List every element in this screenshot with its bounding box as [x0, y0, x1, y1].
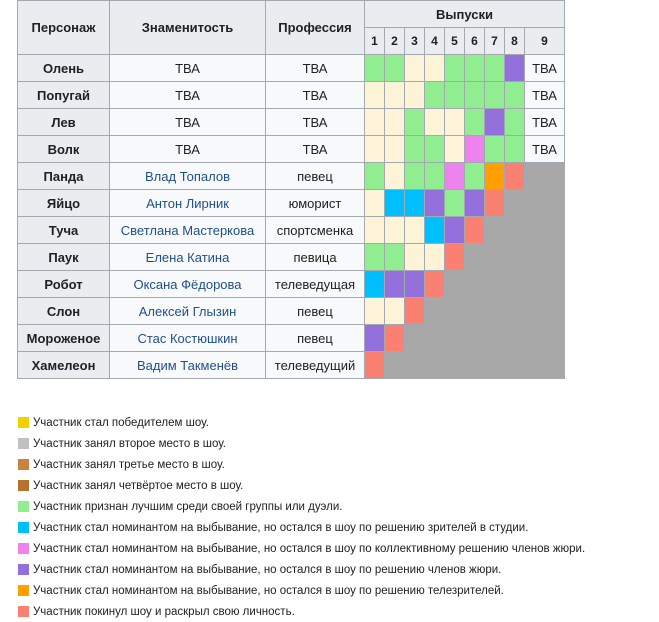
episode-result-cell: [405, 190, 425, 217]
legend-swatch: [18, 459, 29, 470]
episode-result-cell: [365, 244, 385, 271]
character-name: Робот: [18, 271, 110, 298]
legend-text: Участник стал победителем шоу.: [33, 416, 209, 429]
eliminated-gray-area: [425, 298, 565, 325]
episode-result-cell: [365, 190, 385, 217]
episode-result-cell: [385, 163, 405, 190]
legend-item: [18, 433, 585, 454]
episode-result-cell: [365, 271, 385, 298]
profession: ТВА: [266, 109, 365, 136]
episode-result-cell: [485, 136, 505, 163]
episode-result-cell: [445, 55, 465, 82]
profession: телеведущий: [266, 352, 365, 379]
episode-result-cell: [425, 190, 445, 217]
celebrity-name[interactable]: Светлана Мастеркова: [110, 217, 266, 244]
episode-result-cell: [405, 55, 425, 82]
episode-number-header: 1: [365, 28, 385, 55]
eliminated-gray-area: [505, 190, 565, 217]
legend-text: Участник стал номинантом на выбывание, но остался в шоу по решению телезрителей.: [33, 584, 504, 597]
episode-result-cell: [425, 136, 445, 163]
profession: певица: [266, 244, 365, 271]
episode-result-cell: [445, 109, 465, 136]
table-row: [18, 190, 565, 217]
table-row: [18, 244, 565, 271]
final-episode-cell: ТВА: [525, 82, 565, 109]
legend-item: [18, 454, 585, 475]
episode-result-cell: [425, 55, 445, 82]
eliminated-gray-area: [445, 271, 565, 298]
episode-result-cell: [485, 82, 505, 109]
celebrity-name[interactable]: Влад Топалов: [110, 163, 266, 190]
episode-number-header: 9: [525, 28, 565, 55]
profession: юморист: [266, 190, 365, 217]
episode-result-cell: [405, 244, 425, 271]
episode-result-cell: [365, 298, 385, 325]
legend-text: Участник занял второе место в шоу.: [33, 437, 227, 450]
episode-result-cell: [425, 109, 445, 136]
episode-result-cell: [365, 55, 385, 82]
contestants-table: [17, 0, 565, 379]
episode-result-cell: [365, 136, 385, 163]
episode-number-header: 8: [505, 28, 525, 55]
legend-item: [18, 580, 585, 601]
legend-item: [18, 559, 585, 580]
episode-result-cell: [365, 325, 385, 352]
table-row: [18, 325, 565, 352]
final-episode-cell: ТВА: [525, 109, 565, 136]
table-row: [18, 109, 565, 136]
episode-result-cell: [385, 298, 405, 325]
table-row: [18, 217, 565, 244]
episode-result-cell: [485, 163, 505, 190]
final-episode-cell: ТВА: [525, 55, 565, 82]
character-name: Волк: [18, 136, 110, 163]
episode-result-cell: [405, 163, 425, 190]
eliminated-gray-area: [525, 163, 565, 190]
table-row: [18, 82, 565, 109]
legend-item: [18, 538, 585, 559]
episode-result-cell: [405, 82, 425, 109]
table-row: [18, 163, 565, 190]
episode-result-cell: [505, 136, 525, 163]
episode-result-cell: [465, 82, 485, 109]
episode-result-cell: [445, 244, 465, 271]
table-row: [18, 136, 565, 163]
profession: ТВА: [266, 82, 365, 109]
character-name: Лев: [18, 109, 110, 136]
legend-swatch: [18, 543, 29, 554]
episode-number-header: 6: [465, 28, 485, 55]
episode-number-header: 5: [445, 28, 465, 55]
character-name: Яйцо: [18, 190, 110, 217]
eliminated-gray-area: [465, 244, 565, 271]
episode-result-cell: [465, 163, 485, 190]
eliminated-gray-area: [485, 217, 565, 244]
episode-result-cell: [385, 217, 405, 244]
header-celebrity: Знаменитость: [110, 1, 266, 55]
episode-result-cell: [385, 244, 405, 271]
legend: [18, 412, 585, 622]
episode-result-cell: [365, 217, 385, 244]
final-episode-cell: ТВА: [525, 136, 565, 163]
legend-text: Участник стал номинантом на выбывание, но остался в шоу по решению зрителей в студии.: [33, 521, 529, 534]
profession: телеведущая: [266, 271, 365, 298]
episode-result-cell: [425, 163, 445, 190]
episode-result-cell: [385, 190, 405, 217]
episode-result-cell: [385, 325, 405, 352]
legend-item: [18, 412, 585, 433]
episode-result-cell: [365, 352, 385, 379]
legend-swatch: [18, 501, 29, 512]
episode-result-cell: [505, 82, 525, 109]
episode-result-cell: [485, 109, 505, 136]
celebrity-name[interactable]: Елена Катина: [110, 244, 266, 271]
episode-result-cell: [385, 82, 405, 109]
episode-result-cell: [445, 82, 465, 109]
legend-item: [18, 475, 585, 496]
episode-result-cell: [405, 271, 425, 298]
legend-text: Участник покинул шоу и раскрыл свою личность.: [33, 605, 295, 618]
episode-result-cell: [465, 109, 485, 136]
profession: певец: [266, 325, 365, 352]
episode-result-cell: [465, 190, 485, 217]
profession: певец: [266, 298, 365, 325]
table-row: [18, 271, 565, 298]
episode-result-cell: [405, 136, 425, 163]
episode-result-cell: [425, 82, 445, 109]
legend-swatch: [18, 564, 29, 575]
celebrity-name[interactable]: Оксана Фёдорова: [110, 271, 266, 298]
episode-result-cell: [485, 55, 505, 82]
episode-result-cell: [505, 55, 525, 82]
episode-result-cell: [445, 217, 465, 244]
episode-number-header: 3: [405, 28, 425, 55]
episode-result-cell: [445, 163, 465, 190]
legend-swatch: [18, 417, 29, 428]
character-name: Туча: [18, 217, 110, 244]
character-name: Хамелеон: [18, 352, 110, 379]
character-name: Попугай: [18, 82, 110, 109]
episode-result-cell: [505, 163, 525, 190]
episode-result-cell: [425, 271, 445, 298]
profession: ТВА: [266, 55, 365, 82]
legend-text: Участник занял четвёртое место в шоу.: [33, 479, 244, 492]
episode-result-cell: [465, 55, 485, 82]
legend-item: [18, 496, 585, 517]
legend-text: Участник признан лучшим среди своей группы или дуэли.: [33, 500, 343, 513]
episode-result-cell: [405, 109, 425, 136]
episode-result-cell: [365, 109, 385, 136]
legend-text: Участник стал номинантом на выбывание, но остался в шоу по коллективному решению членов жюри.: [33, 542, 586, 555]
episode-result-cell: [385, 271, 405, 298]
celebrity-name[interactable]: Стас Костюшкин: [110, 325, 266, 352]
legend-text: Участник занял третье место в шоу.: [33, 458, 225, 471]
profession: спортсменка: [266, 217, 365, 244]
character-name: Мороженое: [18, 325, 110, 352]
celebrity-name: ТВА: [110, 82, 266, 109]
episode-number-header: 4: [425, 28, 445, 55]
episode-result-cell: [365, 163, 385, 190]
eliminated-gray-area: [405, 325, 565, 352]
celebrity-name: ТВА: [110, 136, 266, 163]
profession: певец: [266, 163, 365, 190]
legend-swatch: [18, 480, 29, 491]
episode-result-cell: [465, 217, 485, 244]
character-name: Олень: [18, 55, 110, 82]
header-character: Персонаж: [18, 1, 110, 55]
table-row: [18, 55, 565, 82]
episode-result-cell: [405, 298, 425, 325]
legend-item: [18, 601, 585, 622]
celebrity-name: ТВА: [110, 55, 266, 82]
celebrity-name[interactable]: Вадим Такменёв: [110, 352, 266, 379]
celebrity-name[interactable]: Антон Лирник: [110, 190, 266, 217]
profession: ТВА: [266, 136, 365, 163]
header-episodes: Выпуски: [365, 1, 565, 28]
episode-result-cell: [505, 109, 525, 136]
legend-text: Участник стал номинантом на выбывание, но остался в шоу по решению членов жюри.: [33, 563, 502, 576]
episode-result-cell: [445, 190, 465, 217]
header-profession: Профессия: [266, 1, 365, 55]
episode-result-cell: [425, 217, 445, 244]
table-row: [18, 352, 565, 379]
character-name: Слон: [18, 298, 110, 325]
episode-result-cell: [405, 217, 425, 244]
legend-swatch: [18, 606, 29, 617]
episode-result-cell: [445, 136, 465, 163]
legend-swatch: [18, 438, 29, 449]
episode-result-cell: [385, 55, 405, 82]
character-name: Панда: [18, 163, 110, 190]
legend-item: [18, 517, 585, 538]
episode-number-header: 7: [485, 28, 505, 55]
episode-result-cell: [385, 109, 405, 136]
character-name: Паук: [18, 244, 110, 271]
celebrity-name: ТВА: [110, 109, 266, 136]
episode-number-header: 2: [385, 28, 405, 55]
legend-swatch: [18, 585, 29, 596]
episode-result-cell: [365, 82, 385, 109]
table-row: [18, 298, 565, 325]
episode-result-cell: [385, 136, 405, 163]
celebrity-name[interactable]: Алексей Глызин: [110, 298, 266, 325]
eliminated-gray-area: [385, 352, 565, 379]
episode-result-cell: [465, 136, 485, 163]
legend-swatch: [18, 522, 29, 533]
episode-result-cell: [485, 190, 505, 217]
episode-result-cell: [425, 244, 445, 271]
